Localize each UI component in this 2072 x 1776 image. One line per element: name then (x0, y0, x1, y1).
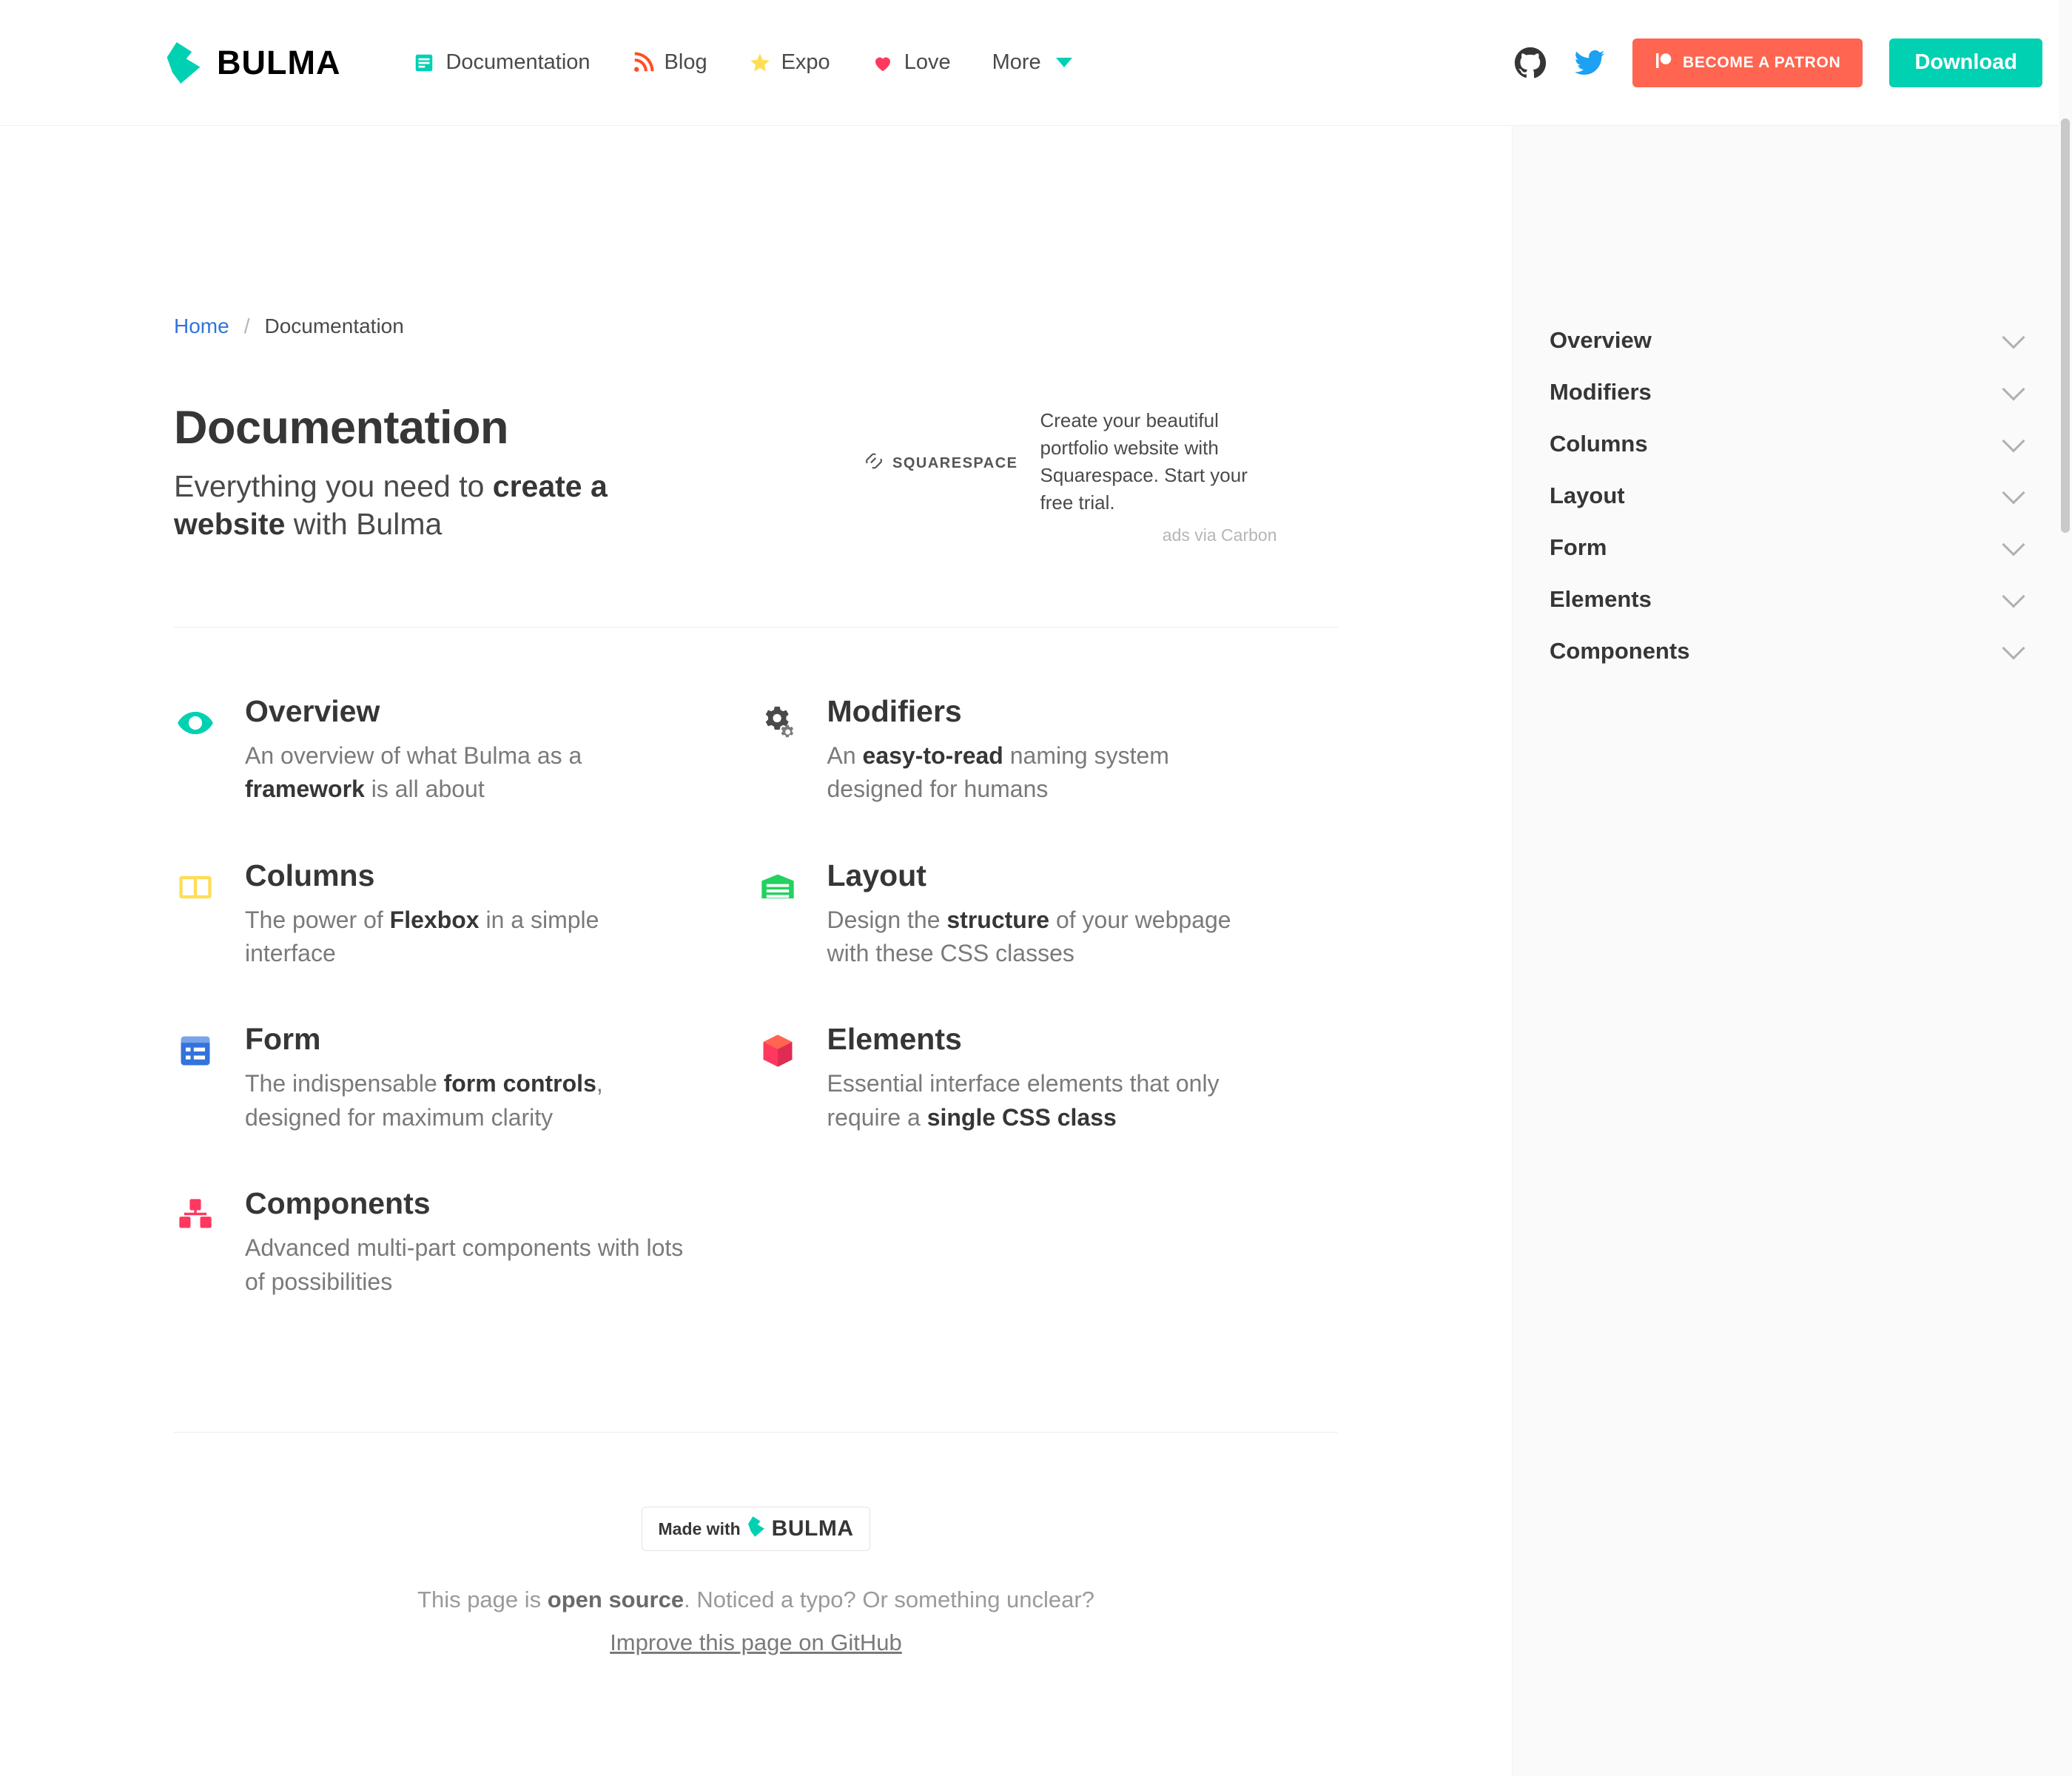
nav-item-label: Expo (781, 50, 830, 74)
made-with-label: Made with (658, 1518, 741, 1538)
ad-brand (864, 407, 1018, 475)
chevron-down-icon[interactable] (2002, 429, 2025, 452)
squarespace-icon (864, 451, 884, 475)
section-title: Overview (245, 693, 380, 728)
columns-icon (174, 866, 217, 909)
chevron-down-icon[interactable] (2002, 377, 2025, 400)
nav-item-blog[interactable] (611, 0, 728, 126)
page-subtitle (174, 468, 707, 544)
chevron-down-icon[interactable] (2002, 326, 2025, 349)
sidebar-menu (1513, 314, 2072, 677)
section-desc (245, 904, 689, 971)
page-body (0, 126, 2072, 1776)
chevron-down-icon[interactable] (2002, 636, 2025, 659)
sidebar-item-layout[interactable] (1550, 470, 2028, 522)
breadcrumb-home[interactable]: Home (174, 314, 229, 337)
section-desc (245, 1231, 689, 1299)
chevron-down-icon[interactable] (2002, 585, 2025, 608)
desc-strong: structure (946, 906, 1050, 933)
breadcrumb-separator: / (243, 314, 250, 337)
hero (174, 401, 1338, 545)
footer-note-post: . Noticed a typo? Or something unclear? (684, 1587, 1094, 1613)
section-card-layout[interactable] (756, 858, 1339, 1023)
nav-item-more[interactable] (972, 0, 1093, 126)
navbar-right (1514, 38, 2042, 87)
chevron-down-icon[interactable] (2002, 533, 2025, 556)
desc-post: of your webpage with these CSS classes (827, 906, 1231, 966)
subtitle-post: with Bulma (285, 507, 443, 542)
footer-note-strong: open source (547, 1587, 684, 1613)
desc-strong: easy-to-read (862, 741, 1003, 769)
desc-pre: The indispensable (245, 1070, 444, 1097)
section-title: Components (245, 1186, 431, 1221)
github-icon[interactable] (1514, 47, 1547, 79)
navbar (0, 0, 2072, 126)
sidebar-item-label: Overview (1550, 327, 1652, 353)
section-card-columns[interactable] (174, 858, 756, 1023)
form-icon (174, 1029, 217, 1072)
desc-post: naming system designed for humans (827, 741, 1169, 803)
section-card-form[interactable] (174, 1022, 756, 1186)
desc-strong: single CSS class (926, 1103, 1117, 1131)
subtitle-pre: Everything you need to (174, 469, 493, 503)
sidebar (1512, 126, 2072, 1776)
footer-note-pre: This page is (417, 1587, 548, 1613)
sidebar-item-elements[interactable] (1550, 574, 2028, 625)
section-title: Layout (827, 858, 926, 892)
eye-icon (174, 702, 217, 744)
main-content (0, 126, 1512, 1776)
ad-brand-label: SQUARESPACE (892, 454, 1018, 471)
desc-pre: Advanced multi-part components with lots of possibilities (245, 1234, 684, 1295)
brand-link[interactable] (166, 42, 340, 84)
sidebar-item-components[interactable] (1550, 625, 2028, 677)
desc-pre: Essential interface elements that only require a (827, 1070, 1220, 1131)
section-desc (245, 739, 689, 807)
hero-divider (174, 627, 1338, 628)
layout-icon (756, 866, 799, 909)
section-card-overview[interactable] (174, 694, 756, 858)
section-title: Form (245, 1022, 321, 1057)
nav-item-label: Documentation (445, 50, 591, 74)
footer (0, 1388, 1512, 1745)
sidebar-item-label: Modifiers (1550, 379, 1652, 405)
nav-links (392, 0, 1092, 126)
section-card-modifiers[interactable] (756, 694, 1339, 858)
scrollbar[interactable] (2059, 0, 2072, 1776)
download-button[interactable] (1889, 38, 2042, 87)
desc-pre: The power of (245, 906, 390, 933)
ad-text: Create your beautiful portfolio website with Squarespace. Start your free trial. (1040, 409, 1248, 514)
patron-button-label: BECOME A PATRON (1682, 53, 1841, 71)
section-desc (827, 1067, 1271, 1134)
cogs-icon (756, 702, 799, 744)
chevron-down-icon[interactable] (2002, 481, 2025, 504)
section-card-elements[interactable] (756, 1022, 1339, 1186)
carbon-ad[interactable] (864, 407, 1338, 545)
components-icon (174, 1194, 217, 1237)
section-title: Elements (827, 1022, 962, 1057)
page-title: Documentation (174, 402, 509, 454)
section-desc (245, 1067, 689, 1134)
subtitle-strong: create a website (174, 469, 608, 542)
sidebar-item-label: Elements (1550, 586, 1652, 612)
nav-item-label: Blog (664, 50, 707, 74)
nav-item-expo[interactable] (728, 0, 851, 126)
bulma-logo-icon (166, 42, 201, 84)
section-desc (827, 739, 1271, 807)
desc-pre: Design the (827, 906, 947, 933)
made-with-brand: BULMA (771, 1516, 854, 1541)
section-card-components[interactable] (174, 1186, 756, 1350)
sidebar-item-form[interactable] (1550, 522, 2028, 574)
desc-pre: An (827, 741, 863, 769)
footer-divider (174, 1432, 1338, 1433)
section-title: Modifiers (827, 693, 962, 728)
nav-item-documentation[interactable] (392, 0, 610, 126)
breadcrumb (174, 126, 1338, 338)
section-title: Columns (245, 858, 375, 892)
sidebar-item-label: Components (1550, 638, 1690, 664)
sidebar-item-label: Layout (1550, 482, 1625, 508)
heart-icon (872, 52, 894, 74)
sidebar-item-label: Form (1550, 534, 1607, 560)
download-button-label: Download (1914, 50, 2017, 74)
desc-strong: Flexbox (389, 906, 480, 933)
sidebar-item-columns[interactable] (1550, 418, 2028, 470)
desc-pre: An overview of what Bulma as a (245, 741, 582, 769)
desc-strong: form controls (443, 1070, 596, 1097)
nav-item-love[interactable] (851, 0, 972, 126)
made-with-bulma-badge[interactable] (642, 1507, 871, 1551)
desc-post: in a simple interface (245, 906, 599, 966)
sidebar-item-overview[interactable] (1550, 314, 2028, 366)
patreon-icon (1655, 52, 1672, 74)
box-icon (756, 1029, 799, 1072)
scrollbar-thumb[interactable] (2061, 118, 2070, 533)
brand-name: BULMA (217, 43, 341, 81)
desc-post: , designed for maximum clarity (245, 1070, 603, 1131)
nav-item-label: More (992, 50, 1041, 74)
breadcrumb-current: Documentation (264, 314, 404, 337)
chevron-down-icon (1056, 58, 1072, 67)
ad-poweredby[interactable]: ads via Carbon (1162, 525, 1277, 545)
become-a-patron-button[interactable] (1632, 38, 1863, 87)
nav-item-label: Love (904, 50, 951, 74)
desc-post: is all about (364, 776, 485, 803)
improve-page-link[interactable]: Improve this page on GitHub (610, 1629, 902, 1656)
bulma-logo-icon (748, 1516, 764, 1541)
twitter-icon[interactable] (1573, 47, 1606, 79)
desc-strong: framework (245, 776, 365, 803)
rss-icon (632, 52, 654, 74)
sidebar-item-modifiers[interactable] (1550, 366, 2028, 418)
star-icon (749, 52, 771, 74)
section-desc (827, 904, 1271, 971)
book-icon (413, 52, 435, 74)
sections-grid (174, 694, 1338, 1388)
footer-note (174, 1587, 1338, 1613)
sidebar-item-label: Columns (1550, 431, 1648, 457)
